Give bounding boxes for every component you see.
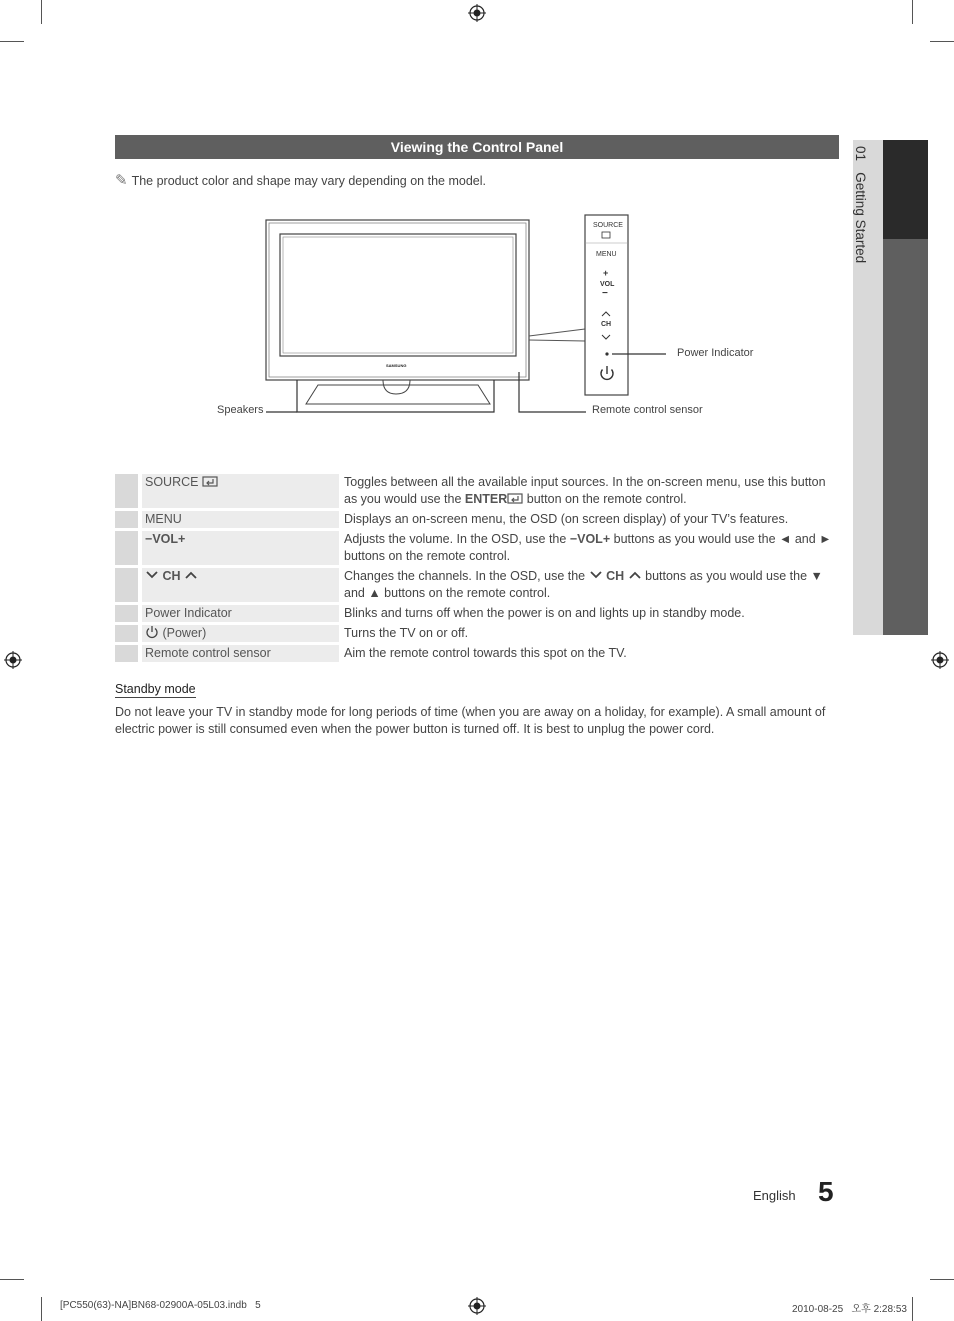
table-row bbox=[115, 531, 839, 565]
standby-text: Do not leave your TV in standby mode for long periods of time (when you are away on a holiday, for example). A small amount of electric power is still consumed even when the power button is turned off. It is best to unplug the power cord. bbox=[115, 705, 826, 736]
crop-mark bbox=[41, 1297, 42, 1321]
row-marker bbox=[115, 645, 142, 662]
row-marker bbox=[115, 531, 142, 565]
registration-mark-icon bbox=[931, 651, 949, 669]
control-description: Blinks and turns off when the power is on and lights up in standby mode. bbox=[344, 606, 745, 620]
page-number: 5 bbox=[818, 1176, 834, 1207]
slug-date: 2010-08-25 오후 2:28:53 bbox=[792, 1304, 907, 1315]
chevron-up-icon bbox=[628, 570, 642, 580]
row-marker bbox=[115, 568, 142, 602]
plus-icon: + bbox=[178, 532, 186, 546]
control-description: Turns the TV on or off. bbox=[344, 626, 469, 640]
panel-plus-label: + bbox=[603, 268, 609, 278]
table-row bbox=[115, 625, 839, 642]
speakers-label: Speakers bbox=[217, 404, 264, 416]
control-name: (Power) bbox=[142, 625, 339, 642]
standby-heading: Standby mode bbox=[115, 682, 196, 696]
chevron-down-icon bbox=[145, 570, 159, 580]
table-row bbox=[115, 474, 839, 508]
pencil-note-icon: ✎ bbox=[115, 172, 128, 189]
inline-button-name: CH bbox=[606, 569, 625, 583]
chevron-up-icon bbox=[184, 570, 198, 580]
plus-icon: + bbox=[602, 532, 611, 546]
table-row bbox=[115, 605, 839, 622]
slug-file: [PC550(63)-NA]BN68-02900A-05L03.indb 5 bbox=[60, 1300, 261, 1311]
footer-language: English bbox=[753, 1188, 796, 1203]
power-icon bbox=[145, 625, 159, 639]
crop-mark bbox=[0, 1279, 24, 1280]
panel-vol-label: VOL bbox=[600, 281, 615, 288]
panel-menu-label: MENU bbox=[596, 251, 617, 258]
panel-callout-line bbox=[529, 329, 585, 336]
crop-mark bbox=[930, 1279, 954, 1280]
control-description: Toggles between all the available input sources. In the on-screen menu, use this button as you would use the ENTER button on the remote control. bbox=[344, 475, 826, 506]
row-marker bbox=[115, 605, 142, 622]
tv-screen bbox=[280, 234, 516, 356]
brand-logo: SAMSUNG bbox=[386, 363, 407, 368]
tv-diagram bbox=[0, 0, 954, 440]
control-name: −VOL+ bbox=[142, 531, 339, 565]
panel-source-label: SOURCE bbox=[593, 222, 623, 229]
enter-icon bbox=[202, 476, 218, 487]
row-marker bbox=[115, 511, 142, 528]
inline-button-name: VOL bbox=[577, 532, 603, 546]
table-row bbox=[115, 645, 839, 662]
row-marker bbox=[115, 625, 142, 642]
power-indicator-dot bbox=[605, 352, 608, 355]
tv-bezel-inner bbox=[269, 223, 526, 377]
control-name: MENU bbox=[142, 511, 339, 528]
section-title: Viewing the Control Panel bbox=[390, 139, 564, 155]
table-row bbox=[115, 568, 839, 602]
control-name: Power Indicator bbox=[142, 605, 339, 622]
power-indicator-label: Power Indicator bbox=[677, 347, 754, 359]
control-name: SOURCE bbox=[142, 474, 339, 508]
control-name: Remote control sensor bbox=[142, 645, 339, 662]
panel-ch-label: CH bbox=[601, 321, 612, 328]
enter-icon bbox=[507, 493, 523, 504]
registration-mark-icon bbox=[468, 1297, 486, 1315]
controls-table bbox=[115, 471, 839, 665]
table-row bbox=[115, 511, 839, 528]
control-name: CH bbox=[142, 568, 339, 602]
minus-icon: − bbox=[145, 532, 153, 546]
control-description: Displays an on-screen menu, the OSD (on screen display) of your TV’s features. bbox=[344, 512, 789, 526]
panel-callout-line bbox=[529, 340, 585, 341]
panel-minus-label: − bbox=[602, 288, 608, 299]
row-marker bbox=[115, 474, 142, 508]
chapter-number: 01 bbox=[853, 146, 868, 162]
inline-button-name: ENTER bbox=[464, 492, 508, 506]
crop-mark bbox=[912, 1297, 913, 1321]
chevron-down-icon bbox=[589, 570, 603, 580]
registration-mark-icon bbox=[4, 651, 22, 669]
remote-sensor-label: Remote control sensor bbox=[592, 404, 703, 416]
tv-stand-base bbox=[306, 385, 490, 404]
control-description: Adjusts the volume. In the OSD, use the −VOL+ buttons as you would use the ◄ and ► buttons on the remote control. bbox=[344, 532, 832, 563]
note-text: The product color and shape may vary depending on the model. bbox=[131, 174, 486, 188]
control-description: Changes the channels. In the OSD, use the CH buttons as you would use the ▼ and ▲ buttons on the remote control. bbox=[344, 569, 823, 600]
tv-screen-inner bbox=[283, 237, 513, 353]
control-description: Aim the remote control towards this spot on the TV. bbox=[344, 646, 627, 660]
minus-icon: − bbox=[569, 532, 578, 546]
tv-stand-neck bbox=[383, 380, 410, 394]
chapter-title: Getting Started bbox=[853, 172, 868, 264]
